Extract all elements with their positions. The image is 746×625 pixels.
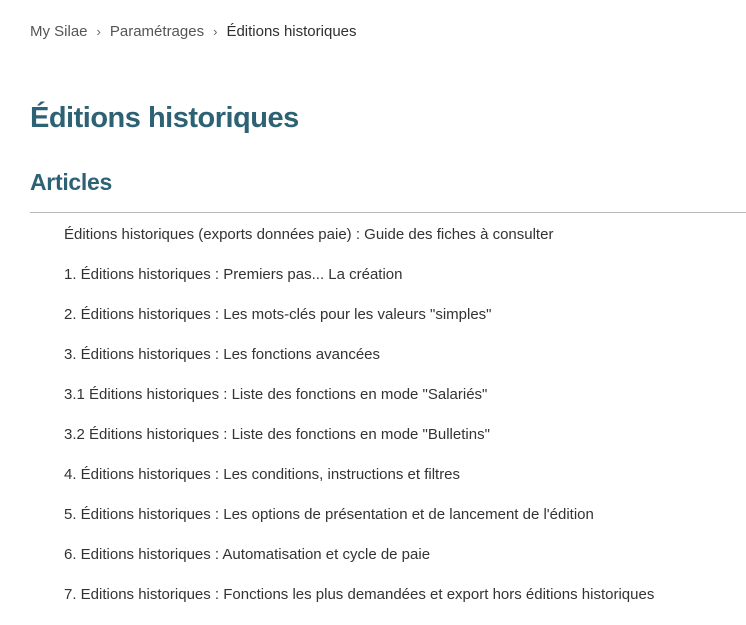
- article-link[interactable]: 2. Éditions historiques : Les mots-clés pour les valeurs "simples": [64, 306, 492, 323]
- article-link[interactable]: 3. Éditions historiques : Les fonctions avancées: [64, 346, 381, 363]
- article-link[interactable]: 6. Editions historiques : Automatisation et cycle de paie: [64, 546, 431, 563]
- list-item: [64, 584, 654, 624]
- article-link[interactable]: Éditions historiques (exports données paie) : Guide des fiches à consulter: [64, 226, 554, 243]
- article-link[interactable]: 3.1 Éditions historiques : Liste des fonctions en mode "Salariés": [64, 386, 488, 403]
- list-item: [64, 384, 654, 424]
- section-divider: [30, 212, 746, 213]
- article-link[interactable]: 7. Editions historiques : Fonctions les plus demandées et export hors éditions historiques: [64, 586, 655, 603]
- page-title: Éditions historiques: [30, 102, 299, 134]
- section-title-articles: Articles: [30, 169, 112, 195]
- breadcrumb: [30, 22, 357, 42]
- list-item: [64, 464, 654, 504]
- list-item: [64, 304, 654, 344]
- list-item: [64, 344, 654, 384]
- article-link[interactable]: 4. Éditions historiques : Les conditions, instructions et filtres: [64, 466, 461, 483]
- article-link[interactable]: 1. Éditions historiques : Premiers pas... La création: [64, 266, 403, 283]
- list-item: [64, 504, 654, 544]
- list-item: [64, 264, 654, 304]
- list-item: [64, 224, 654, 264]
- breadcrumb-separator-icon: ›: [213, 24, 218, 39]
- list-item: [64, 544, 654, 584]
- breadcrumb-current: Éditions historiques: [226, 23, 357, 40]
- list-item: [64, 424, 654, 464]
- breadcrumb-link-parametrages[interactable]: Paramétrages: [109, 23, 205, 40]
- article-link[interactable]: 5. Éditions historiques : Les options de présentation et de lancement de l'édition: [64, 506, 594, 523]
- article-list: [64, 224, 654, 624]
- article-link[interactable]: 3.2 Éditions historiques : Liste des fonctions en mode "Bulletins": [64, 426, 490, 443]
- breadcrumb-separator-icon: ›: [96, 24, 101, 39]
- breadcrumb-link-my-silae[interactable]: My Silae: [30, 23, 88, 40]
